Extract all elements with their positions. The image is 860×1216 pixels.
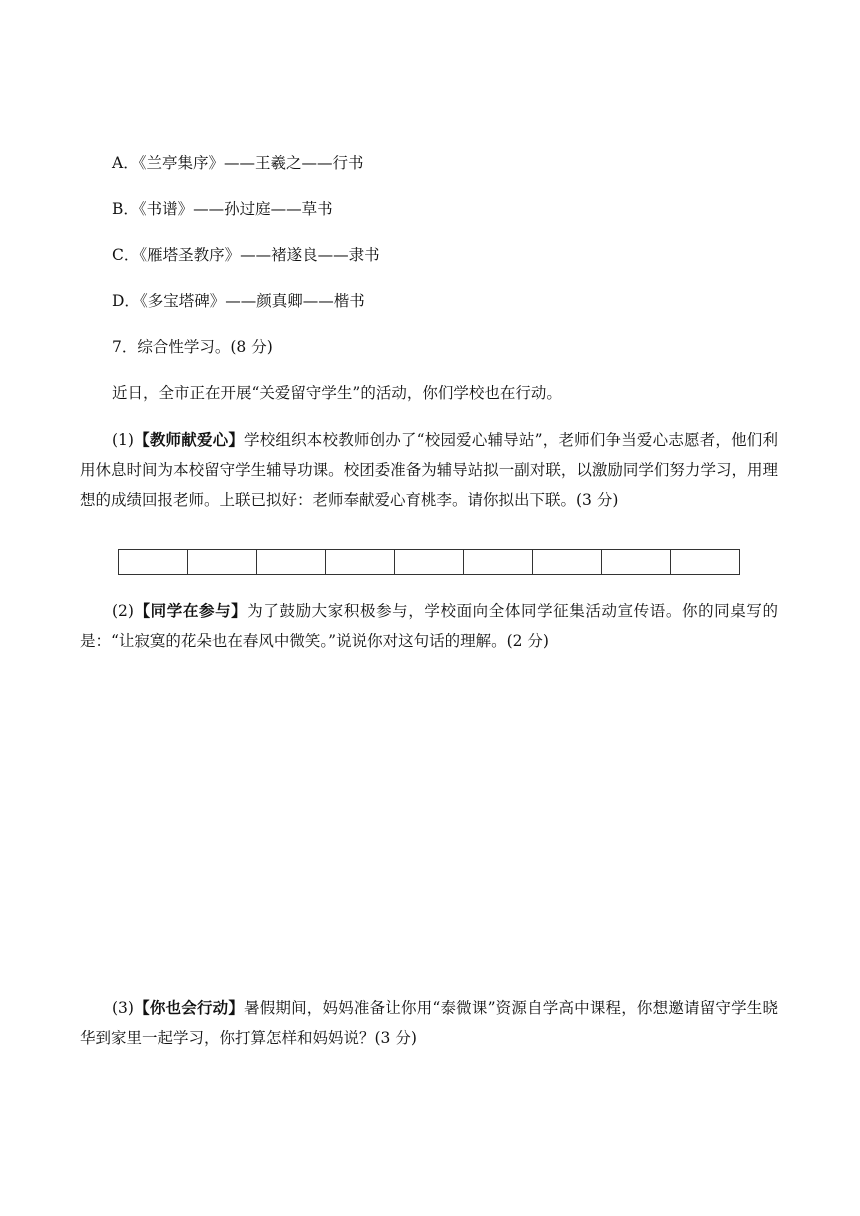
option-a bbox=[112, 151, 780, 175]
question-7-intro: 近日，全市正在开展“关爱留守学生”的活动，你们学校也在行动。 bbox=[112, 384, 562, 402]
answer-cell[interactable] bbox=[188, 550, 257, 574]
question-7-part-1 bbox=[80, 425, 778, 515]
part-number: (3) bbox=[112, 999, 134, 1017]
option-b bbox=[112, 197, 780, 221]
option-text: 《多宝塔碑》——颜真卿——楷书 bbox=[139, 292, 365, 310]
answer-cell[interactable] bbox=[602, 550, 671, 574]
part-text: 暑假期间，妈妈准备让你用“泰微课”资源自学高中课程，你想邀请留守学生晓华到家里一起学习，你打算怎样和妈妈说？(3 分) bbox=[80, 999, 778, 1047]
part-text: 为了鼓励大家积极参与，学校面向全体同学征集活动宣传语。你的同桌写的是：“让寂寞的花朵也在春风中微笑。”说说你对这句话的理解。(2 分) bbox=[80, 602, 778, 650]
answer-cell[interactable] bbox=[533, 550, 602, 574]
option-label: A． bbox=[112, 154, 139, 172]
part-text: 学校组织本校教师创办了“校园爱心辅导站”，老师们争当爱心志愿者，他们利用休息时间为本校留守学生辅导功课。校团委准备为辅导站拟一副对联，以激励同学们努力学习，用理想的成绩回报老师。上联已拟好：老师奉献爱心育桃李。请你拟出下联。(3 分) bbox=[80, 431, 778, 509]
answer-cell[interactable] bbox=[671, 550, 739, 574]
option-d bbox=[112, 289, 780, 313]
answer-cell[interactable] bbox=[395, 550, 464, 574]
option-text: 《书谱》——孙过庭——草书 bbox=[138, 200, 333, 218]
question-7-part-3 bbox=[80, 993, 778, 1053]
answer-cell[interactable] bbox=[257, 550, 326, 574]
part-tag: 【同学在参与】 bbox=[133, 601, 248, 620]
option-text: 《雁塔圣教序》——褚遂良——隶书 bbox=[139, 246, 380, 264]
question-7-title: 7．综合性学习。(8 分) bbox=[112, 338, 273, 356]
couplet-answer-grid[interactable] bbox=[118, 549, 740, 575]
answer-cell[interactable] bbox=[326, 550, 395, 574]
answer-cell[interactable] bbox=[119, 550, 188, 574]
part-number: (1) bbox=[112, 431, 134, 449]
part-tag: 【你也会行动】 bbox=[133, 998, 245, 1017]
answer-cell[interactable] bbox=[464, 550, 533, 574]
part-number: (2) bbox=[112, 602, 134, 620]
question-7-part-2 bbox=[80, 596, 778, 656]
option-label: B． bbox=[112, 200, 139, 218]
option-c bbox=[112, 243, 780, 267]
option-text: 《兰亭集序》——王羲之——行书 bbox=[138, 154, 364, 172]
option-label: C． bbox=[112, 246, 140, 264]
part-tag: 【教师献爱心】 bbox=[133, 430, 245, 449]
option-label: D． bbox=[112, 292, 140, 310]
